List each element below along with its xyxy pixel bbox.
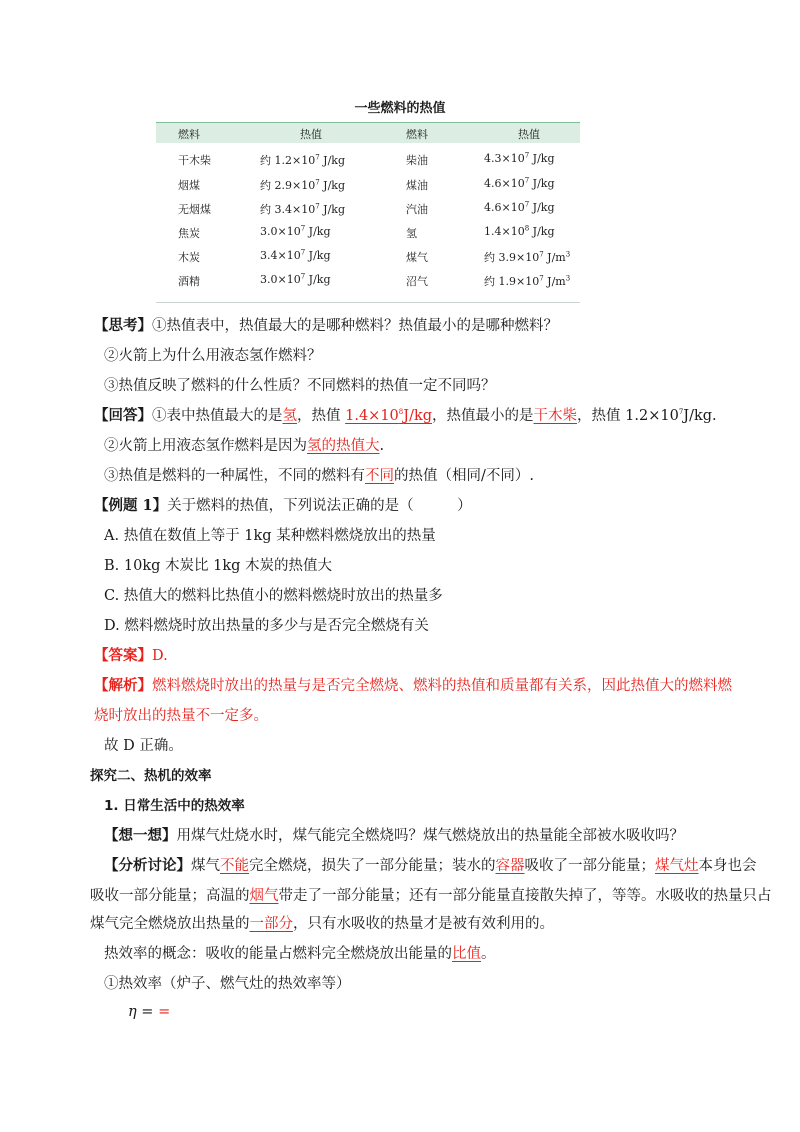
option-a: A. 热值在数值上等于 1kg 某种燃料燃烧放出的热量 <box>104 528 436 544</box>
value-cell: $3.0\times 10^7$ J/kg <box>260 224 331 238</box>
fuel-cell: 煤油 <box>406 179 428 192</box>
fuel-cell: 烟煤 <box>178 179 200 192</box>
think-q1: 【思考】①热值表中，热值最大的是哪种燃料？热值最小的是哪种燃料？ <box>94 317 558 334</box>
fuel-cell: 柴油 <box>406 154 428 167</box>
option-b: B. 10kg 木炭比 1kg 木炭的热值大 <box>104 558 333 574</box>
think-about-it: 【想一想】用煤气灶烧水时，煤气能完全燃烧吗？煤气燃烧放出的热量能全部被水吸收吗？ <box>104 827 684 844</box>
efficiency-concept: 热效率的概念：吸收的能量占燃料完全燃烧放出能量的比值。 <box>104 946 496 962</box>
value-cell: 约 $3.9\times 10^7$ $J/m^3$ <box>484 250 571 264</box>
table-bottom-rule <box>156 302 580 303</box>
value-cell: 约 $1.2\times 10^7$ J/kg <box>260 153 346 167</box>
example-question: 【例题 1】关于燃料的热值，下列说法正确的是（ ） <box>94 497 472 514</box>
efficiency-formula: η = = <box>128 1004 171 1020</box>
value-cell: $3.4\times 10^7$ J/kg <box>260 248 331 262</box>
value-cell: $4.6\times 10^7$ J/kg <box>484 200 555 214</box>
efficiency-item-1: ①热效率（炉子、燃气灶的热效率等） <box>104 976 351 992</box>
header-fuel-2: 燃料 <box>406 128 428 141</box>
value-cell: $1.4\times 10^8$ J/kg <box>484 224 555 238</box>
value-cell: $4.3\times 10^7$ J/kg <box>484 151 555 165</box>
discussion-line-2: 吸收一部分能量；高温的烟气带走了一部分能量；还有一部分能量直接散失掉了，等等。水吸收的热量只占 <box>90 888 772 904</box>
fuel-cell: 焦炭 <box>178 227 200 240</box>
fuel-cell: 木炭 <box>178 251 200 264</box>
discussion-line-3: 煤气完全燃烧放出热量的一部分，只有水吸收的热量才是被有效利用的。 <box>90 916 554 932</box>
example-answer: 【答案】D. <box>94 647 168 664</box>
think-q2: ②火箭上为什么用液态氢作燃料？ <box>104 348 322 364</box>
option-c: C. 热值大的燃料比热值小的燃料燃烧时放出的热量多 <box>104 588 443 604</box>
analysis-line-2: 烧时放出的热量不一定多。 <box>94 708 268 724</box>
answer-line-3: ③热值是燃料的一种属性，不同的燃料有不同的热值（相同/不同）. <box>104 468 534 484</box>
header-value-2: 热值 <box>518 128 540 141</box>
fuel-cell: 氢 <box>406 227 417 240</box>
discussion-line-1: 【分析讨论】煤气不能完全燃烧，损失了一部分能量；装水的容器吸收了一部分能量；煤气灶本身也会 <box>104 857 757 874</box>
value-cell: $4.6\times 10^7$ J/kg <box>484 176 555 190</box>
subsection-1-title: 1. 日常生活中的热效率 <box>104 798 245 814</box>
section-2-title: 探究二、热机的效率 <box>90 768 212 784</box>
fuel-cell: 沼气 <box>406 275 428 288</box>
header-value-1: 热值 <box>300 128 322 141</box>
value-cell: 约 $3.4\times 10^7$ J/kg <box>260 202 346 216</box>
fuel-cell: 干木柴 <box>178 154 211 167</box>
value-cell: 约 $2.9\times 10^7$ J/kg <box>260 178 346 192</box>
fuel-cell: 汽油 <box>406 203 428 216</box>
option-d: D. 燃料燃烧时放出热量的多少与是否完全燃烧有关 <box>104 618 429 634</box>
fuel-cell: 酒精 <box>178 275 200 288</box>
value-cell: 约 $1.9\times 10^7$ $J/m^3$ <box>484 274 571 288</box>
header-fuel-1: 燃料 <box>178 128 200 141</box>
table-header <box>156 122 580 143</box>
conclusion: 故 D 正确。 <box>104 738 183 754</box>
fuel-heat-value-table <box>156 122 580 304</box>
fuel-cell: 无烟煤 <box>178 203 211 216</box>
fuel-cell: 煤气 <box>406 251 428 264</box>
answer-line-2: ②火箭上用液态氢作燃料是因为氢的热值大. <box>104 438 385 454</box>
analysis-line-1: 【解析】燃料燃烧时放出的热量与是否完全燃烧、燃料的热值和质量都有关系，因此热值大的燃料燃 <box>94 677 732 694</box>
think-q3: ③热值反映了燃料的什么性质？不同燃料的热值一定不同吗？ <box>104 378 496 394</box>
table-title: 一些燃料的热值 <box>354 101 446 116</box>
answer-line-1: 【回答】①表中热值最大的是氢，热值 $1.4\times 10^8J/kg$，热值最小的是干木柴，热值 $1.2\times 10^7J/kg$. <box>94 407 717 424</box>
value-cell: $3.0\times 10^7$ J/kg <box>260 272 331 286</box>
